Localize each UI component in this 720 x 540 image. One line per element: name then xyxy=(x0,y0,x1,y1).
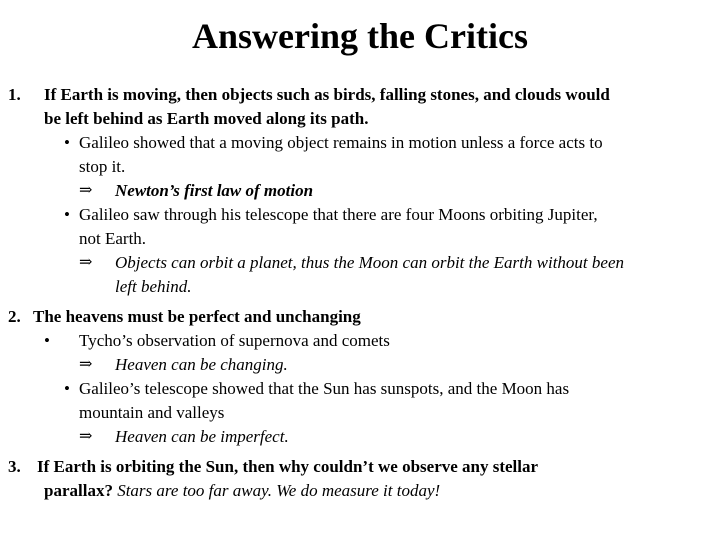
point-1-sub-2-conclusion-line-1: Objects can orbit a planet, thus the Moon can orbit the Earth without been xyxy=(115,253,624,272)
point-2-sub-2-conclusion: Heaven can be imperfect. xyxy=(115,427,289,446)
bullet-icon: • xyxy=(44,331,50,350)
bullet-icon: • xyxy=(64,379,70,398)
bullet-icon: • xyxy=(64,133,70,152)
point-2-sub-1: Tycho’s observation of supernova and comets xyxy=(79,331,390,350)
point-3-heading-line-2: parallax? xyxy=(44,481,113,500)
point-1-sub-1-line-2: stop it. xyxy=(79,157,126,176)
point-2-sub-2-line-2: mountain and valleys xyxy=(79,403,225,422)
point-3-number: 3. xyxy=(8,457,21,476)
point-2-number: 2. xyxy=(8,307,21,326)
point-1-sub-1-line-1: Galileo showed that a moving object remains in motion unless a force acts to xyxy=(79,133,603,152)
point-1-number: 1. xyxy=(8,85,21,104)
point-3-answer: Stars are too far away. We do measure it today! xyxy=(117,481,441,500)
bullet-icon: • xyxy=(64,205,70,224)
implies-arrow-icon: ⇒ xyxy=(79,356,93,373)
implies-arrow-icon: ⇒ xyxy=(79,254,93,271)
point-1-sub-2-line-1: Galileo saw through his telescope that there are four Moons orbiting Jupiter, xyxy=(79,205,598,224)
point-1-heading-line-2: be left behind as Earth moved along its path. xyxy=(44,109,369,128)
point-1-heading-line-1: If Earth is moving, then objects such as birds, falling stones, and clouds would xyxy=(44,85,610,104)
point-2-heading: The heavens must be perfect and unchanging xyxy=(33,307,361,326)
point-3-line-2 xyxy=(44,480,440,502)
point-1-sub-2-conclusion-line-2: left behind. xyxy=(115,277,192,296)
point-1-sub-2-line-2: not Earth. xyxy=(79,229,147,248)
point-3-heading-line-1: If Earth is orbiting the Sun, then why couldn’t we observe any stellar xyxy=(37,457,539,476)
page-title: Answering the Critics xyxy=(192,16,528,56)
implies-arrow-icon: ⇒ xyxy=(79,428,93,445)
point-2-sub-2-line-1: Galileo’s telescope showed that the Sun has sunspots, and the Moon has xyxy=(79,379,570,398)
implies-arrow-icon: ⇒ xyxy=(79,182,93,199)
point-1-sub-1-conclusion: Newton’s first law of motion xyxy=(115,181,314,200)
point-2-sub-1-conclusion: Heaven can be changing. xyxy=(115,355,288,374)
